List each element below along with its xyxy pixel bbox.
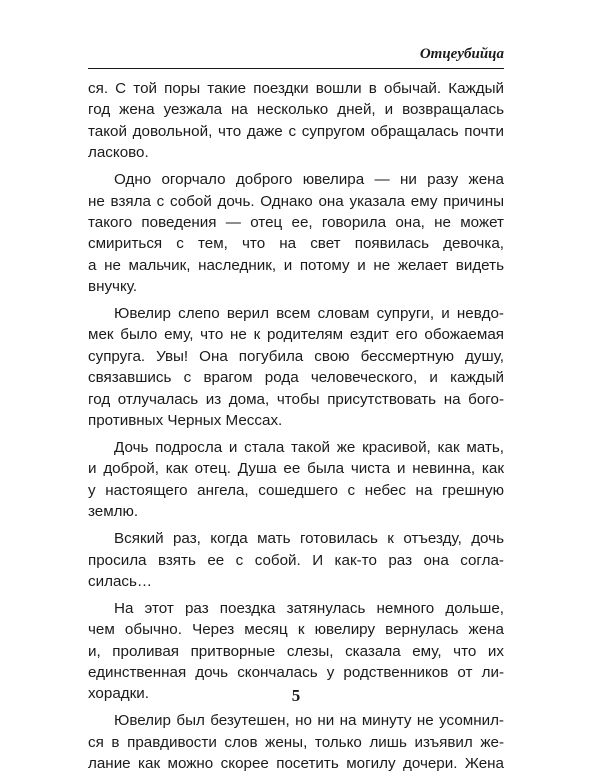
text-line: не взяла с собой дочь. Однако она указала ему причины [88, 192, 504, 210]
paragraph [88, 710, 504, 774]
text-line: чем обычно. Через месяц к ювелиру вернулась жена [88, 621, 504, 639]
text-line: внучку. [88, 278, 138, 296]
text-line: хорадки. [88, 685, 149, 703]
text-line: просила взять ее с собой. И как-то раз она согла- [88, 551, 504, 569]
text-line: смириться с тем, что на свет появилась девочка, [88, 235, 504, 253]
text-line: мек было ему, что не к родителям ездит его обожаемая [88, 326, 504, 344]
text-line: супруга. Увы! Она погубила свою бессмертную душу, [88, 347, 504, 365]
text-line: у настоящего ангела, сошедшего с небес на грешную [88, 481, 504, 499]
text-line: лание как можно скорее посетить могилу дочери. Жена [88, 755, 504, 773]
text-line: Всякий раз, когда мать готовилась к отъезду, дочь [114, 530, 504, 548]
text-line: силась… [88, 572, 153, 590]
text-line: ласково. [88, 144, 149, 162]
body-text [88, 78, 504, 780]
text-line: На этот раз поездка затянулась немного дольше, [114, 599, 504, 617]
text-line: противных Черных Мессах. [88, 412, 283, 430]
text-line: а не мальчик, наследник, и потому и не желает видеть [88, 256, 504, 274]
text-line: ся в правдивости слов жены, только лишь изъявил же- [88, 733, 504, 751]
running-header: Отцеубийца [419, 46, 504, 62]
header-rule [88, 68, 504, 69]
paragraph [88, 303, 504, 431]
text-line: Ювелир слепо верил всем словам супруги, и невдо- [114, 305, 504, 323]
paragraph [88, 78, 504, 164]
text-line: год жена уезжала на несколько дней, и возвращалась [88, 101, 504, 119]
text-line: такого поведения — отец ее, говорила она, не может [88, 213, 504, 231]
text-line: ся. С той поры такие поездки вошли в обычай. Каждый [88, 80, 504, 97]
text-line: Дочь подросла и стала такой же красивой, как мать, [114, 439, 504, 456]
text-line: Ювелир был безутешен, но ни на минуту не усомнил- [114, 712, 504, 730]
page-number: 5 [291, 686, 301, 705]
text-line: связавшись с врагом рода человеческого, и каждый [88, 369, 504, 387]
text-line: год отлучалась из дома, чтобы присутствовать на бого- [88, 390, 504, 408]
paragraph [88, 437, 504, 523]
text-line: Одно огорчало доброго ювелира — ни разу жена [114, 171, 504, 189]
paragraph [88, 169, 504, 297]
text-line: единственная дочь скончалась у родственников от ли- [88, 664, 504, 682]
text-line: и, проливая притворные слезы, сказала ему, что их [88, 642, 504, 660]
text-line: такой довольной, что даже с супругом обращалась почти [88, 122, 504, 140]
paragraph [88, 528, 504, 592]
text-line: землю. [88, 503, 139, 521]
text-line: и доброй, как отец. Душа ее была чиста и невинна, как [88, 460, 504, 478]
